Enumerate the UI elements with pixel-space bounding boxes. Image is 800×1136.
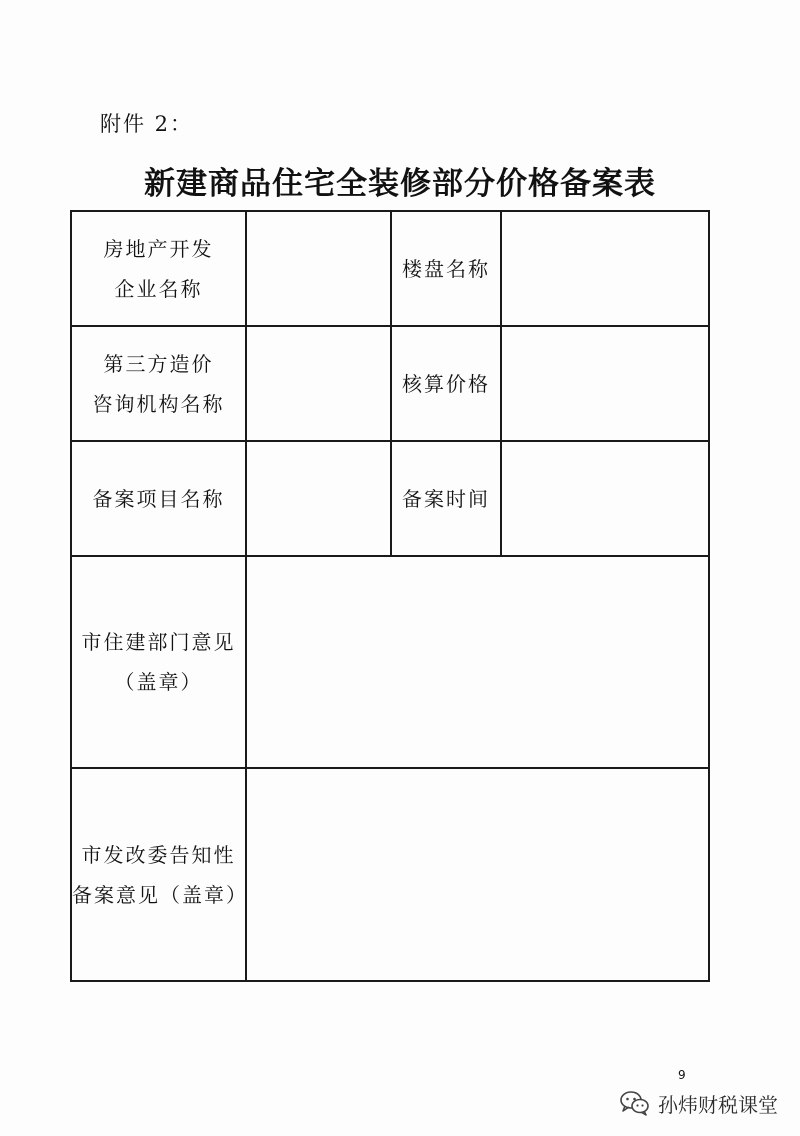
developer-name-label: 房地产开发 企业名称 <box>71 211 246 326</box>
audited-price-label: 核算价格 <box>391 326 501 441</box>
form-title: 新建商品住宅全装修部分价格备案表 <box>144 166 656 202</box>
wechat-icon <box>620 1090 650 1116</box>
project-name-field[interactable] <box>246 441 391 556</box>
form-row-housing-dept <box>71 556 709 768</box>
housing-dept-opinion-label: 市住建部门意见 （盖章） <box>71 556 246 768</box>
housing-dept-opinion-field[interactable] <box>246 556 709 768</box>
form-row-ndrc <box>71 768 709 981</box>
audited-price-field[interactable] <box>501 326 709 441</box>
form-row-consultant <box>71 326 709 441</box>
watermark <box>620 1088 778 1118</box>
page-number: 9 <box>678 1068 686 1082</box>
filing-form-table <box>70 210 710 982</box>
ndrc-opinion-label: 市发改委告知性 备案意见（盖章） <box>71 768 246 981</box>
filing-time-label: 备案时间 <box>391 441 501 556</box>
consultant-name-field[interactable] <box>246 326 391 441</box>
watermark-text: 孙炜财税课堂 <box>658 1092 778 1117</box>
form-row-developer <box>71 211 709 326</box>
attachment-label: 附件 2： <box>100 112 194 136</box>
form-row-project <box>71 441 709 556</box>
ndrc-opinion-field[interactable] <box>246 768 709 981</box>
property-name-field[interactable] <box>501 211 709 326</box>
property-name-label: 楼盘名称 <box>391 211 501 326</box>
filing-time-field[interactable] <box>501 441 709 556</box>
project-name-label: 备案项目名称 <box>71 441 246 556</box>
developer-name-field[interactable] <box>246 211 391 326</box>
consultant-name-label: 第三方造价 咨询机构名称 <box>71 326 246 441</box>
